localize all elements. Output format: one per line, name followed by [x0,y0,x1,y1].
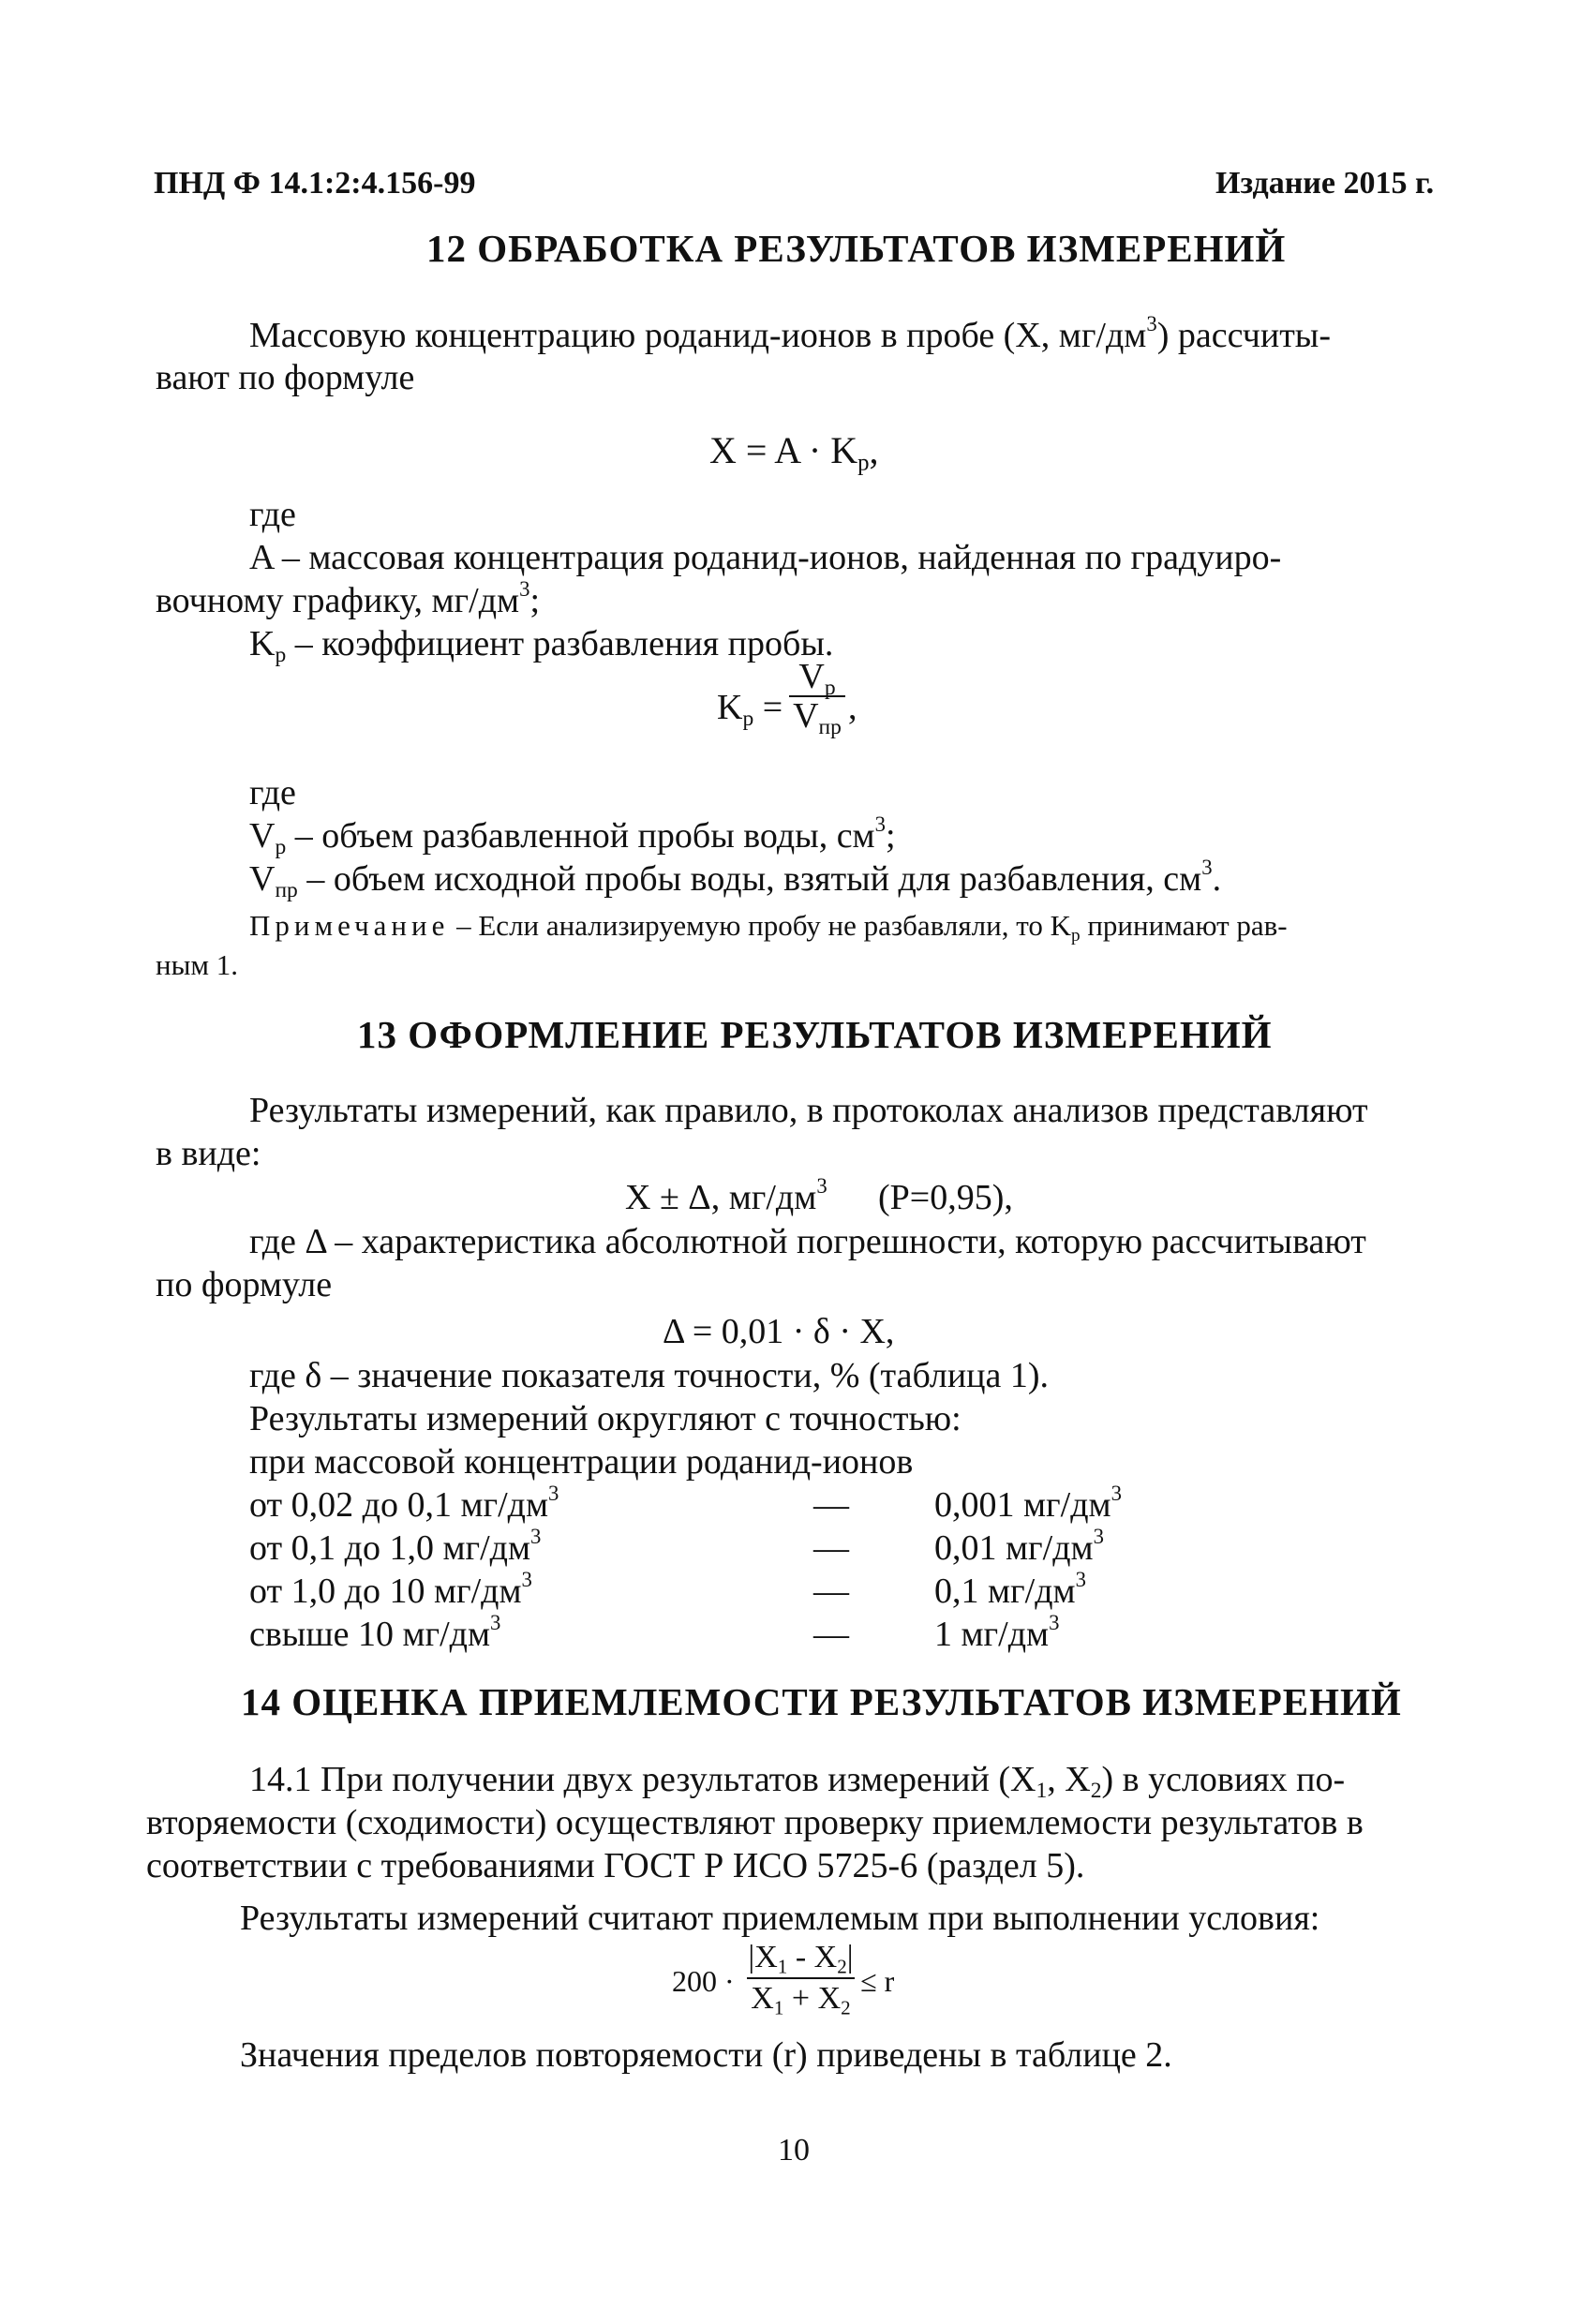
s13-line-4: по формуле [156,1265,333,1304]
superscript-3: 3 [1201,855,1213,879]
s14-p1-line-1 [249,1758,1449,1804]
subscript-2: 2 [841,1996,851,2019]
section-14-heading: 14 ОЦЕНКА ПРИЕМЛЕМОСТИ РЕЗУЛЬТАТОВ ИЗМЕРЕНИЙ [241,1680,1402,1723]
subscript-2: 2 [1090,1779,1102,1804]
formula-1-lhs: X = A · K [709,429,858,471]
num-x1: |X [748,1940,778,1974]
subscript-2: 2 [837,1955,847,1978]
s13-line-1-text: Результаты измерений, как правило, в протоколах анализов представляют [249,1091,1368,1130]
s12-intro-text-end: ) рассчиты- [1156,316,1331,355]
fraction-den-sub: пр [818,715,842,740]
rounding-row-precision [934,1483,1122,1527]
formula-2-end: , [848,688,857,727]
note-text-end: принимают рав- [1080,909,1288,942]
s13-line-2: в виде: [156,1134,261,1173]
range-text: от 0,1 до 1,0 мг/дм [249,1528,531,1568]
s12-intro-line-1 [249,311,1449,357]
fraction-num-v: V [798,657,825,696]
def-kp [249,622,834,668]
superscript-3: 3 [1146,311,1157,335]
rounding-row-dash: — [813,1615,849,1654]
s14-p2: Результаты измерений считают приемлемым при выполнении условия: [240,1899,1320,1938]
kp-symbol: K [249,624,276,663]
kp-definition: – коэффициент разбавления пробы. [286,624,834,663]
formula-2-k-sub: p [742,707,754,732]
where-label-2: где [249,773,296,812]
def-vp [249,812,896,860]
subscript-1: 1 [773,1996,784,2019]
superscript-3: 3 [816,1173,827,1198]
vp-definition: – объем разбавленной пробы воды, см [286,816,875,856]
formula-3-main: X ± Δ, мг/дм [625,1178,817,1217]
num-abs-close: | [846,1940,854,1974]
superscript-3: 3 [519,576,530,601]
def-vpr [249,857,1221,901]
formula-1-end: , [869,429,879,471]
fraction-num-sub: p [824,676,836,701]
rounding-row-precision [934,1524,1104,1570]
note-text: – Если анализируемую пробу не разбавляли, то K [449,909,1071,942]
den-x1: X [751,1981,774,2016]
superscript-3: 3 [874,812,887,836]
formula-2-fraction [789,657,845,740]
superscript-3: 3 [530,1524,542,1548]
superscript-3: 3 [490,1610,501,1634]
rounding-row-range [249,1524,542,1570]
rounding-row-dash: — [813,1485,849,1525]
precision-text: 0,01 мг/дм [934,1528,1094,1568]
formula-delta: Δ = 0,01 · δ · X, [663,1312,895,1351]
edition-label: Издание 2015 г. [1215,166,1435,201]
rounding-row-range [249,1567,532,1613]
num-x2: - X [787,1940,838,1974]
vpr-sub: пр [275,878,298,903]
den-x2: + X [783,1981,842,2016]
superscript-3: 3 [1093,1524,1104,1548]
s14-p1-line-2 [146,1801,1449,1844]
s13-line-3 [249,1220,1449,1263]
superscript-3: 3 [521,1567,532,1591]
range-text: от 0,02 до 0,1 мг/дм [249,1485,549,1525]
range-text: от 1,0 до 10 мг/дм [249,1572,522,1611]
rounding-row-range [249,1483,559,1527]
precision-text: 0,001 мг/дм [934,1485,1111,1525]
superscript-3: 3 [1075,1567,1086,1591]
s13-line-1 [249,1089,1449,1132]
formula-2-lhs [717,686,783,732]
subscript-1: 1 [777,1955,788,1978]
rounding-row-precision [934,1567,1086,1613]
vpr-definition: – объем исходной пробы воды, взятый для разбавления, см [297,859,1202,899]
note-label: Примечание [249,909,450,942]
def-a-text: A – массовая концентрация роданид-ионов, найденная по градуиро- [249,538,1282,577]
note-sub: p [1070,925,1081,946]
s12-intro-text: Массовую концентрацию роданид-ионов в пробе (X, мг/дм [249,316,1147,355]
subscript-1: 1 [1036,1779,1048,1804]
superscript-3: 3 [548,1481,559,1505]
s14-p1-text-c: ) в условиях по- [1101,1760,1346,1799]
formula-3-probability: (P=0,95), [878,1178,1013,1217]
s13-line-5: где δ – значение показателя точности, % (таблица 1). [249,1356,1050,1395]
vpr-symbol: V [249,859,276,899]
s13-line-6: Результаты измерений округляют с точностью: [249,1399,961,1438]
vp-definition-end: ; [886,816,896,856]
note-line-2: ным 1. [156,948,239,981]
precision-text: 0,1 мг/дм [934,1572,1076,1611]
rounding-row-dash: — [813,1572,849,1611]
formula-2-eq: = [753,688,783,727]
formula-5-coef: 200 · [672,1964,735,1998]
def-a-line-2-end: ; [529,581,541,620]
def-a-line-2 [156,576,541,622]
formula-x-equals-a-kp [709,429,879,476]
formula-x-pm-delta [625,1173,827,1219]
s14-p1-text-a: 14.1 При получении двух результатов измерений (X [249,1760,1036,1799]
formula-5-fraction [747,1938,855,2019]
s14-p3: Значения пределов повторяемости (r) приведены в таблице 2. [240,2035,1172,2075]
rounding-row-range [249,1610,501,1656]
s13-line-3-text: где Δ – характеристика абсолютной погрешности, которую рассчитывают [249,1222,1366,1261]
superscript-3: 3 [1111,1481,1122,1505]
superscript-3: 3 [1049,1610,1060,1634]
precision-text: 1 мг/дм [934,1615,1050,1654]
s14-p1-text-b: , X [1047,1760,1091,1799]
rounding-row-precision [934,1610,1060,1656]
kp-sub: p [275,643,287,668]
section-12-heading: 12 ОБРАБОТКА РЕЗУЛЬТАТОВ ИЗМЕРЕНИЙ [426,227,1287,270]
s14-p1-line-2-text: вторяемости (сходимости) осуществляют проверку приемлемости результатов в [146,1803,1364,1842]
def-a-line-2-text: вочному графику, мг/дм [156,581,520,620]
vpr-definition-end: . [1212,859,1222,899]
range-text: свыше 10 мг/дм [249,1615,491,1654]
s14-p1-line-3: соответствии с требованиями ГОСТ Р ИСО 5725-6 (раздел 5). [146,1846,1085,1885]
formula-1-sub: p [857,450,870,476]
note-line-1 [249,909,1449,946]
document-code: ПНД Ф 14.1:2:4.156-99 [154,166,476,201]
formula-5-rhs: ≤ r [860,1964,895,1998]
section-13-heading: 13 ОФОРМЛЕНИЕ РЕЗУЛЬТАТОВ ИЗМЕРЕНИЙ [357,1013,1273,1056]
where-label-1: где [249,495,296,534]
vp-symbol: V [249,816,276,856]
def-a-line-1 [249,536,1449,579]
fraction-den-v: V [793,696,819,736]
s13-line-7: при массовой концентрации роданид-ионов [249,1442,914,1482]
formula-2-k: K [717,688,743,727]
page-number: 10 [778,2133,810,2168]
vp-sub: p [275,835,287,860]
rounding-row-dash: — [813,1528,849,1568]
s12-intro-line-2: вают по формуле [156,358,415,397]
